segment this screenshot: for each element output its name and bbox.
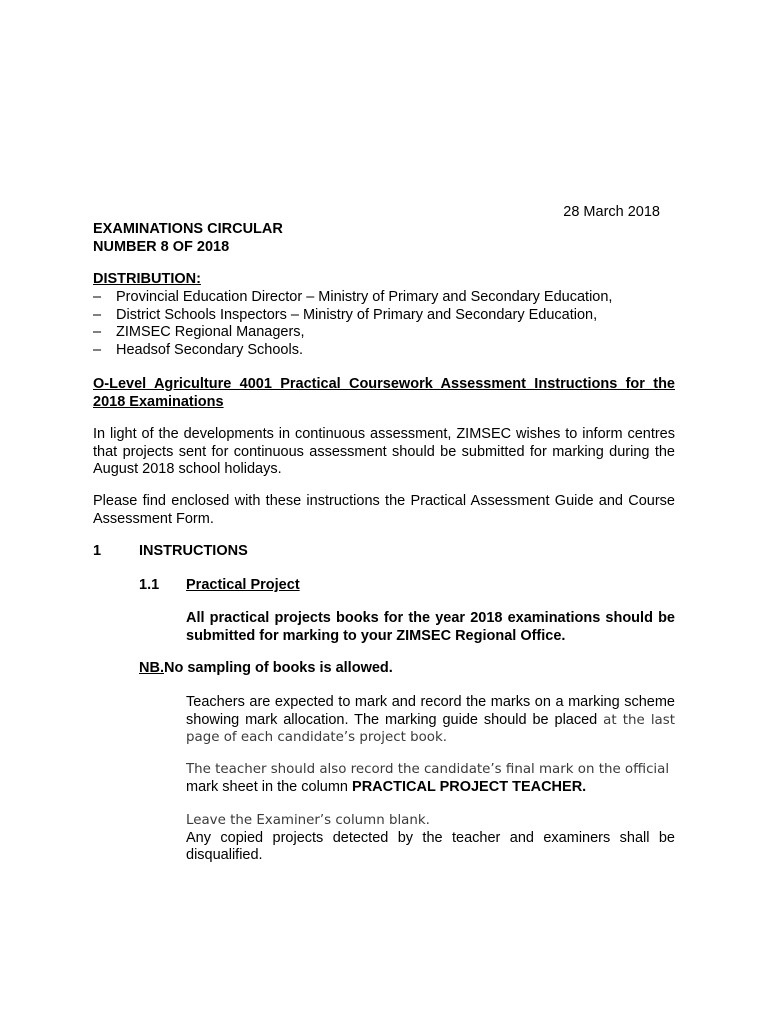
distribution-item-text: ZIMSEC Regional Managers,	[116, 324, 305, 341]
circular-subject: O-Level Agriculture 4001 Practical Coursework Assessment Instructions for the 2018 Examinations	[93, 376, 675, 410]
subsection-title: Practical Project	[186, 577, 300, 593]
mark-sheet-column-name: PRACTICAL PROJECT TEACHER.	[352, 778, 587, 795]
marking-text: Teachers are expected to mark and record the marks on a marking scheme showing mark allocation. The marking guide should be placed	[186, 694, 675, 728]
section-title: INSTRUCTIONS	[139, 543, 248, 559]
marking-paragraph	[186, 694, 675, 747]
submission-instruction: All practical projects books for the year 2018 examinations should be submitted for marking to your ZIMSEC Regional Office.	[186, 610, 675, 644]
marking-text-light: at the last page of each candidate’s project book.	[186, 712, 675, 745]
dash-bullet: –	[93, 342, 102, 359]
examiner-text-light: Leave the Examiner’s column blank.	[186, 813, 430, 828]
nb-label: NB.	[139, 660, 164, 676]
dash-bullet: –	[93, 289, 102, 305]
heading-line-2: NUMBER 8 OF 2018	[93, 238, 230, 255]
distribution-item	[93, 307, 693, 325]
dash-bullet: –	[93, 324, 102, 341]
mark-sheet-paragraph	[186, 761, 675, 796]
intro-paragraph: In light of the developments in continuous assessment, ZIMSEC wishes to inform centres that projects sent for continuous assessment should be submitted for marking during the August 2018 school holidays.	[93, 426, 675, 477]
distribution-item-text: District Schools Inspectors – Ministry of Primary and Secondary Education,	[116, 306, 598, 323]
section-number: 1	[93, 543, 102, 559]
distribution-item-text: Headsof Secondary Schools.	[116, 342, 303, 359]
dash-bullet: –	[93, 306, 102, 323]
distribution-title: DISTRIBUTION:	[93, 271, 201, 287]
nb-text: No sampling of books is allowed.	[163, 660, 393, 676]
distribution-list	[93, 289, 693, 360]
distribution-item	[93, 289, 693, 307]
heading-line-1: EXAMINATIONS CIRCULAR	[93, 221, 283, 237]
enclosure-paragraph: Please find enclosed with these instructions the Practical Assessment Guide and Course Assessment Form.	[93, 493, 675, 527]
subsection-number: 1.1	[139, 577, 160, 593]
circular-heading	[93, 221, 283, 256]
mark-sheet-text: mark sheet in the column	[186, 778, 353, 795]
distribution-item	[93, 324, 693, 342]
distribution-item-text: Provincial Education Director – Ministry of Primary and Secondary Education,	[116, 289, 613, 305]
mark-sheet-text-light: The teacher should also record the candidate’s final mark on the official	[186, 762, 670, 777]
nb-note	[139, 660, 393, 678]
circular-date: 28 March 2018	[563, 204, 660, 220]
distribution-item	[93, 342, 693, 360]
disqualification-text: Any copied projects detected by the teacher and examiners shall be disqualified.	[186, 829, 675, 863]
examiner-paragraph	[186, 812, 675, 865]
